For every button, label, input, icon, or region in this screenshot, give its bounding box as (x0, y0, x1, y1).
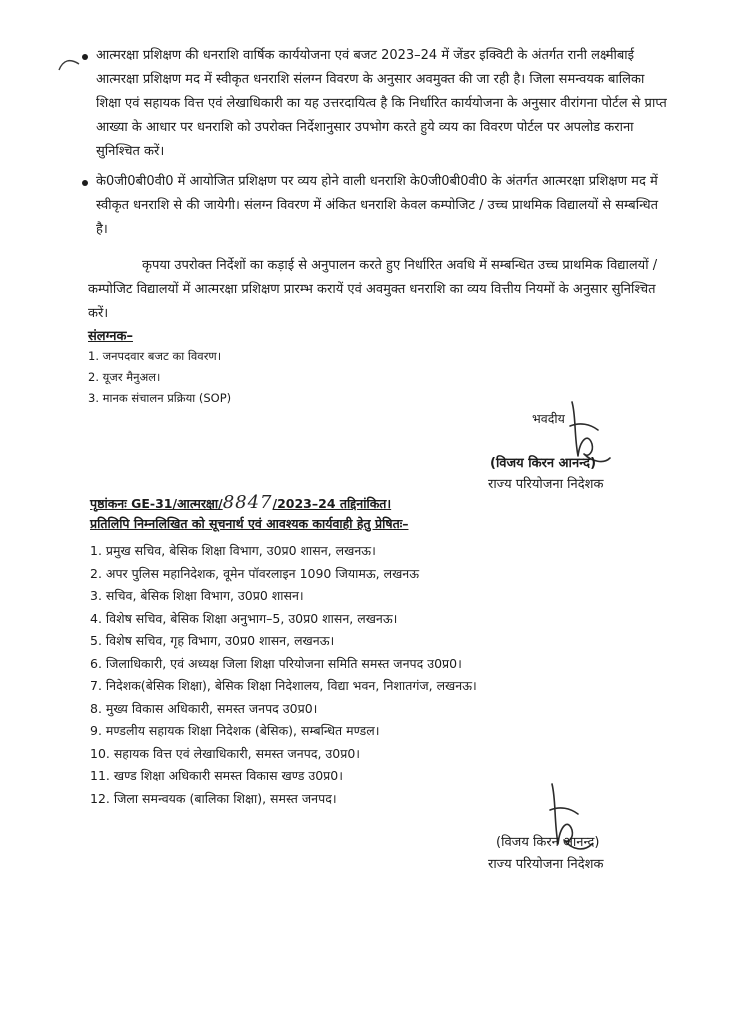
instruction-list (96, 44, 671, 248)
copy-to-item: 8. मुख्य विकास अधिकारी, समस्त जनपद उ0प्र0। (90, 700, 318, 716)
signer-name: (विजय किरन आनन्द) (496, 835, 600, 850)
copy-to-item: 3. सचिव, बेसिक शिक्षा विभाग, उ0प्र0 शासन। (90, 588, 304, 603)
closing-paragraph: कृपया उपरोक्त निर्देशों का कड़ाई से अनुपालन करते हुए निर्धारित अवधि में सम्बन्धित उच्च प्राथमिक विद्यालयों / कम्पोजिट विद्यालयों में आत्मरक्षा प्रशिक्षण प्रारम्भ करायें एवं अवमुक्त धनराशि का व्यय वित्तीय नियमों के अनुसार सुनिश्चित करें। (88, 258, 658, 321)
bullet-dot-icon (82, 180, 88, 186)
copy-to-item: 11. खण्ड शिक्षा अधिकारी समस्त विकास खण्ड उ0प्र0। (90, 768, 343, 783)
copy-to-item: 2. अपर पुलिस महानिदेशक, वूमेन पॉवरलाइन 1090 जियामऊ, लखनऊ (90, 565, 420, 581)
instruction-text: आत्मरक्षा प्रशिक्षण की धनराशि वार्षिक कार्ययोजना एवं बजट 2023–24 में जेंडर इक्विटी के अंतर्गत रानी लक्ष्मीबाई आत्मरक्षा प्रशिक्षण मद में स्वीकृत धनराशि संलग्न विवरण के अनुसार अवमुक्त की जा रही है। जिला समन्वयक बालिका शिक्षा एवं सहायक वित्त एवं लेखाधिकारी का यह उत्तरदायित्व है कि निर्धारित कार्ययोजना के अनुसार वीरांगना पोर्टल से प्राप्त आख्या के आधार पर धनराशि को उपरोक्त निर्देशानुसार उपभोग करते हुये व्यय का विवरण पोर्टल पर अपलोड कराना सुनिश्चित करें। (96, 48, 667, 159)
copy-to-item: 1. प्रमुख सचिव, बेसिक शिक्षा विभाग, उ0प्र0 शासन, लखनऊ। (90, 543, 376, 558)
instruction-item (96, 44, 671, 164)
copy-to-item: 9. मण्डलीय सहायक शिक्षा निदेशक (बेसिक), सम्बन्धित मण्डल। (90, 723, 380, 738)
signer-designation: राज्य परियोजना निदेशक (488, 477, 604, 492)
copy-to-item: 7. निदेशक(बेसिक शिक्षा), बेसिक शिक्षा निदेशालय, विद्या भवन, निशातगंज, लखनऊ। (90, 678, 477, 693)
enclosure-item: 2. यूजर मैनुअल। (88, 370, 161, 384)
copy-to-item: 4. विशेष सचिव, बेसिक शिक्षा अनुभाग–5, उ0प्र0 शासन, लखनऊ। (90, 610, 398, 626)
reference-suffix: /2023–24 तद्दिनांकित। (272, 496, 392, 511)
copy-to-item: 6. जिलाधिकारी, एवं अध्यक्ष जिला शिक्षा परियोजना समिति समस्त जनपद उ0प्र0। (90, 655, 462, 671)
copy-to-item: 5. विशेष सचिव, गृह विभाग, उ0प्र0 शासन, लखनऊ। (90, 633, 335, 648)
bullet-dot-icon (82, 54, 88, 60)
copy-to-item: 10. सहायक वित्त एवं लेखाधिकारी, समस्त जनपद, उ0प्र0। (90, 745, 361, 761)
pen-stroke-mark (58, 58, 80, 72)
copy-to-list (90, 540, 477, 810)
copy-to-heading: प्रतिलिपि निम्नलिखित को सूचनार्थ एवं आवश्यक कार्यवाही हेतु प्रेषितः– (90, 516, 409, 531)
enclosures-list (88, 346, 231, 409)
closing-salutation: भवदीय (532, 411, 565, 426)
enclosure-item: 3. मानक संचालन प्रक्रिया (SOP) (88, 391, 232, 405)
reference-number-handwritten: 8847 (222, 492, 273, 513)
copy-to-item: 12. जिला समन्वयक (बालिका शिक्षा), समस्त जनपद। (90, 790, 337, 806)
enclosure-item: 1. जनपदवार बजट का विवरण। (88, 349, 222, 363)
reference-line (90, 492, 391, 513)
signer-designation: राज्य परियोजना निदेशक (488, 857, 604, 872)
signer-name: (विजय किरन आनन्द) (490, 456, 597, 471)
instruction-text: के0जी0बी0वी0 में आयोजित प्रशिक्षण पर व्यय होने वाली धनराशि के0जी0बी0वी0 के अंतर्गत आत्मरक्षा प्रशिक्षण मद में स्वीकृत धनराशि से की जायेगी। संलग्न विवरण में अंकित धनराशि केवल कम्पोजिट / उच्च प्राथमिक विद्यालयों से सम्बन्धित है। (96, 174, 659, 237)
instruction-item (96, 170, 671, 242)
reference-prefix: पृष्ठांकनः GE-31/आत्मरक्षा/ (90, 496, 223, 511)
enclosures-heading: संलग्नक– (88, 329, 133, 344)
